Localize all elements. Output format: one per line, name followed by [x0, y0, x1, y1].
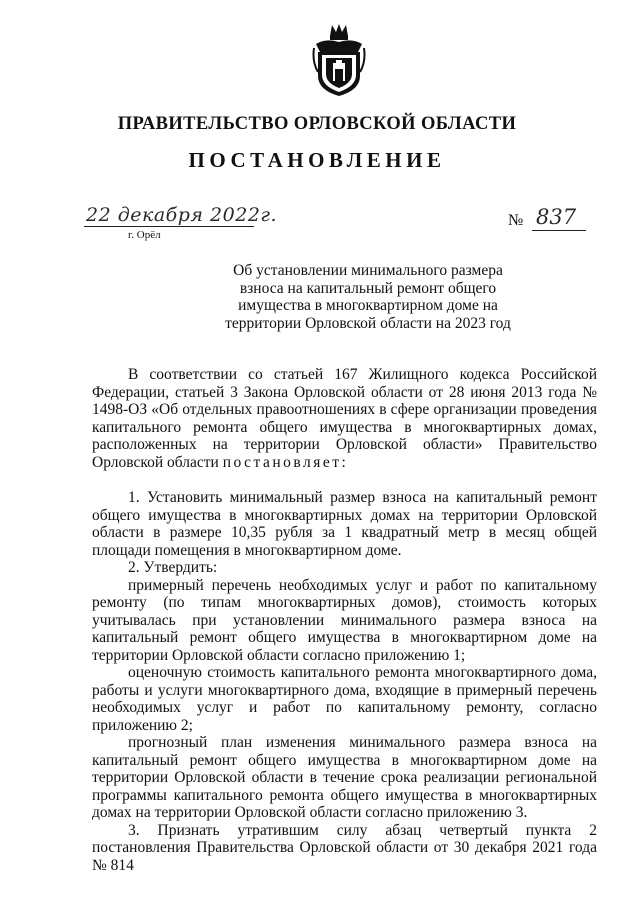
preamble-text: В соответствии со статьей 167 Жилищного кодекса Российской Федерации, статьей 3 Закона Орловской области от 28 июня 2013 года № 1498-ОЗ «Об отдельных правоотношениях в сфере организации проведения капитального ремонта общего имущества в многоквартирных домах, расположенных на территории Орловской области» Правительство Орловской области — [92, 366, 597, 471]
city-label: г. Орёл — [128, 229, 161, 241]
paragraph-item-3: 3. Признать утратившим силу абзац четвертый пункта 2 постановления Правительства Орловской области от 30 декабря 2021 года № 814 — [92, 821, 597, 874]
date-underline — [84, 226, 254, 227]
paragraph-item-2: 2. Утвердить: — [128, 559, 218, 576]
preamble-paragraph — [92, 366, 597, 471]
orel-oblast-coat-of-arms-icon — [312, 22, 366, 98]
paragraph-item-2-b: оценочную стоимость капитального ремонта многоквартирного дома, работы и услуги многоквартирного дома, входящие в примерный перечень необходимых услуг и работ по капитальному ремонту, согласно приложению 2; — [92, 664, 597, 734]
preamble-action: постановляет: — [222, 453, 349, 471]
number-label: № — [508, 212, 524, 229]
paragraph-item-2-c: прогнозный план изменения минимального размера взноса на капитальный ремонт общего имущества в многоквартирном доме на территории Орловской области в течение срока реализации региональной программы капитального ремонта общего имущества в многоквартирных домах на территории Орловской области согласно приложению 3. — [92, 734, 597, 821]
paragraph-item-1: 1. Установить минимальный размер взноса на капитальный ремонт общего имущества в многоквартирных домах на территории Орловской области в размере 10,35 рубля за 1 квадратный метр в месяц общей площади помещения в многоквартирном доме. — [92, 489, 597, 559]
document-type-title: ПОСТАНОВЛЕНИЕ — [188, 148, 446, 172]
handwritten-number: 837 — [536, 205, 577, 229]
document-subject: Об установлении минимального размера взноса на капитальный ремонт общего имущества в многоквартирном доме на территории Орловской области на 2023 год — [225, 262, 511, 332]
government-title: ПРАВИТЕЛЬСТВО ОРЛОВСКОЙ ОБЛАСТИ — [117, 114, 517, 134]
handwritten-date: 22 декабря 2022г. — [86, 204, 278, 226]
document-body — [92, 366, 597, 874]
paragraph-item-2-a: примерный перечень необходимых услуг и работ по капитальному ремонту (по типам многоквартирных домов), стоимость которых учитывалась при установлении минимального размера взноса на капитальный ремонт общего имущества в многоквартирном доме на территории Орловской области согласно приложению 1; — [92, 576, 597, 664]
number-underline — [532, 230, 586, 231]
paragraph-gap — [92, 471, 597, 489]
